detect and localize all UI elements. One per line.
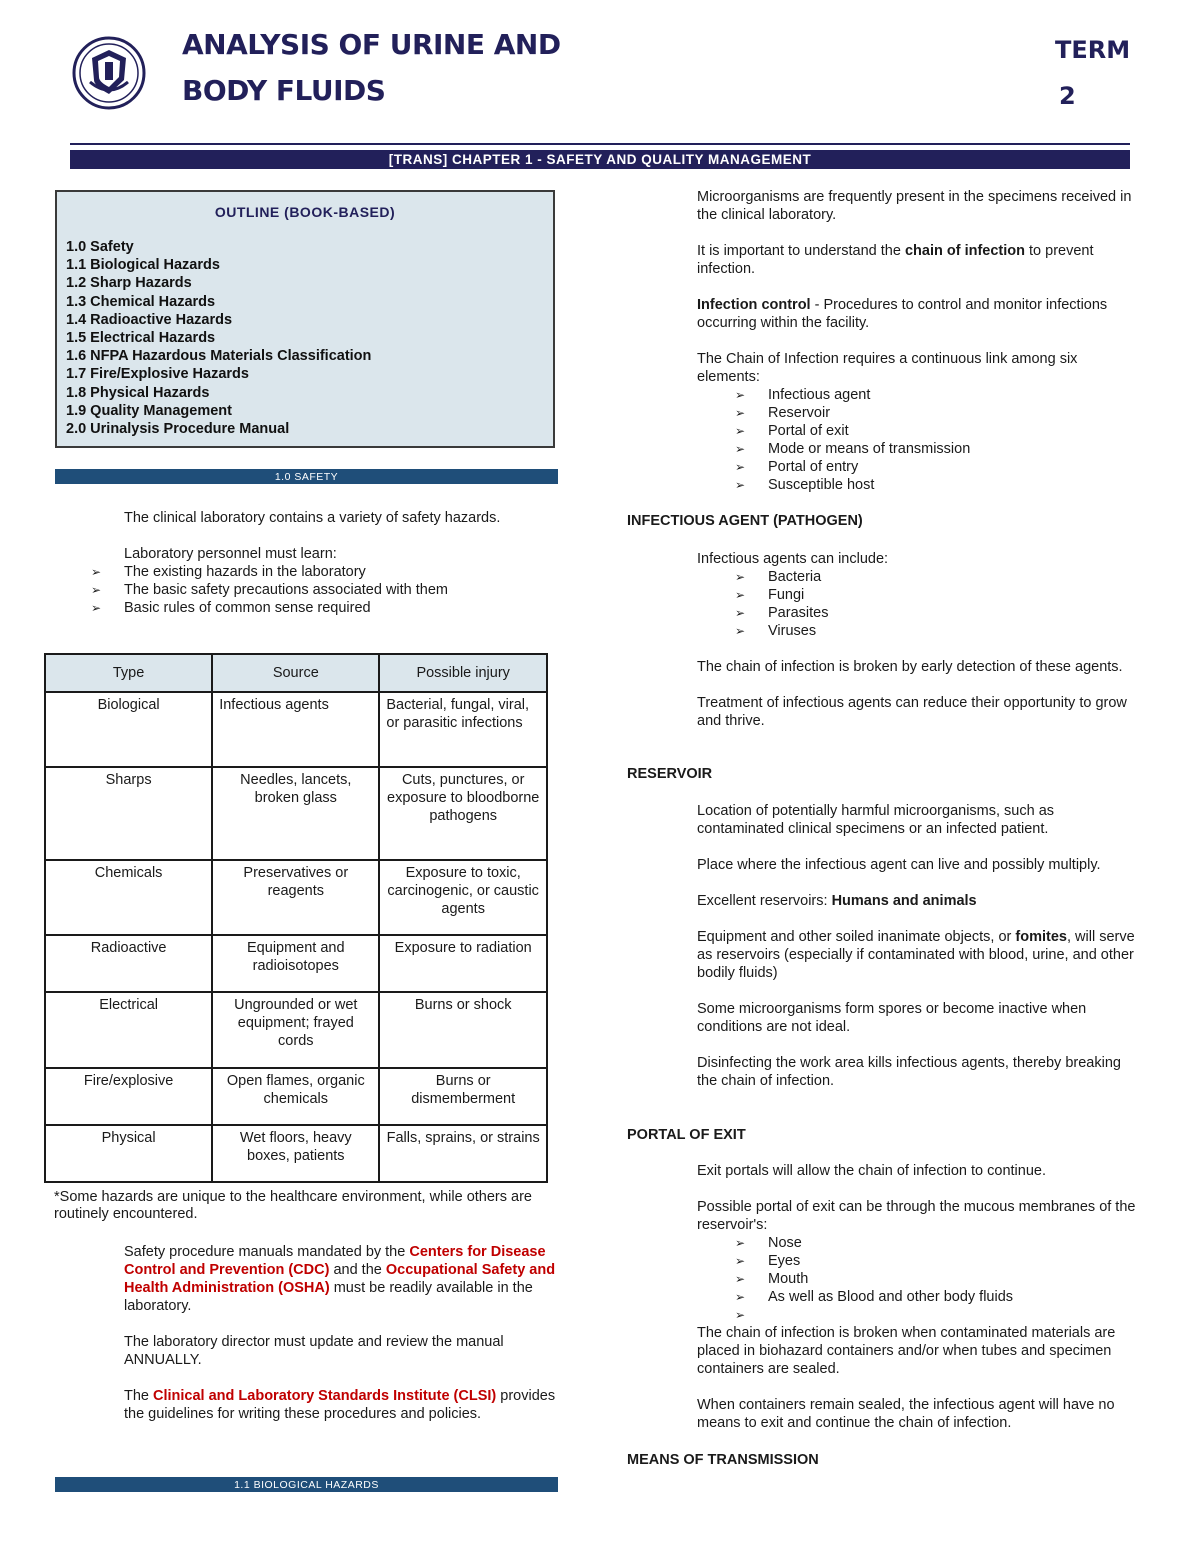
table-cell: Ungrounded or wet equipment; frayed cords [212,992,379,1068]
arrow-bullet-icon: ➢ [735,1290,746,1304]
arrow-bullet-icon: ➢ [91,565,102,579]
safety-must-learn: Laboratory personnel must learn: [124,546,337,562]
title-line-1: ANALYSIS OF URINE AND [182,28,561,61]
clsi-text: Clinical and Laboratory Standards Institute (CLSI) [153,1388,497,1404]
document-title [182,22,561,114]
list-item: ➢ The basic safety precautions associated with them [91,582,448,598]
reservoir-paragraph: Location of potentially harmful microorganisms, such as contaminated clinical specimens or an infected patient. [697,803,1055,837]
arrow-bullet-icon: ➢ [735,478,746,492]
list-item: ➢ Bacteria [735,569,822,585]
table-cell: Chemicals [45,860,212,935]
table-cell: Burns or dismemberment [379,1068,547,1125]
outline-item: 1.4 Radioactive Hazards [66,311,233,328]
outline-item: 1.8 Physical Hazards [66,384,210,401]
table-footnote: *Some hazards are unique to the healthcare environment, while others are routinely encountered. [54,1189,532,1222]
list-item: ➢ Nose [735,1235,802,1251]
list-item [697,1306,1142,1324]
table-row [45,692,547,767]
arrow-bullet-icon: ➢ [91,601,102,615]
university-seal-logo [72,36,146,110]
arrow-bullet-icon: ➢ [735,570,746,584]
safety-text [91,509,564,617]
arrow-bullet-icon: ➢ [735,1272,746,1286]
manual-paragraph: Safety procedure manuals mandated by the Centers for Disease Control and Prevention (CDC) and the Occupational Safety and Health Administration (OSHA) must be readily available in the laboratory. [124,1244,556,1314]
agent-treatment: Treatment of infectious agents can reduce their opportunity to grow and thrive. [697,695,1127,729]
outline-item: 1.5 Electrical Hazards [66,330,216,347]
table-cell: Bacterial, fungal, viral, or parasitic infections [379,692,547,767]
chapter-bar: [TRANS] CHAPTER 1 - SAFETY AND QUALITY MANAGEMENT [70,150,1130,169]
outline-item: 2.0 Urinalysis Procedure Manual [66,421,290,438]
arrow-bullet-icon: ➢ [735,406,746,420]
outline-box [55,190,555,448]
list-item: ➢ Parasites [735,605,829,621]
table-cell: Open flames, organic chemicals [212,1068,379,1125]
infectious-agent-text [697,550,1142,730]
table-cell: Wet floors, heavy boxes, patients [212,1125,379,1182]
table-cell: Radioactive [45,935,212,992]
table-cell: Sharps [45,767,212,860]
outline-item: 1.6 NFPA Hazardous Materials Classification [66,348,372,365]
list-item: ➢ Mouth [735,1271,809,1287]
column-header: Source [212,654,379,692]
list-item: ➢ Basic rules of common sense required [91,600,371,616]
table-row [45,935,547,992]
list-item: ➢ Infectious agent [735,387,871,403]
right-column-intro [697,188,1142,494]
exit-paragraph: The chain of infection is broken when contaminated materials are placed in biohazard containers and/or when tubes and specimen containers are sealed. [697,1325,1116,1377]
exit-paragraph: Exit portals will allow the chain of infection to continue. [697,1163,1046,1179]
table-cell: Biological [45,692,212,767]
list-item: ➢ The existing hazards in the laboratory [91,564,366,580]
micro-paragraph: Microorganisms are frequently present in the specimens received in the clinical laboratory. [697,189,1132,223]
table-cell: Exposure to toxic, carcinogenic, or caustic agents [379,860,547,935]
table-cell: Infectious agents [212,692,379,767]
arrow-bullet-icon: ➢ [735,442,746,456]
heading-means-of-transmission: MEANS OF TRANSMISSION [627,1452,819,1468]
table-cell: Burns or shock [379,992,547,1068]
table-cell: Fire/explosive [45,1068,212,1125]
column-header: Possible injury [379,654,547,692]
header-divider [70,143,1130,145]
heading-reservoir: RESERVOIR [627,766,713,782]
arrow-bullet-icon: ➢ [735,1236,746,1250]
reservoir-paragraph: Place where the infectious agent can live and possibly multiply. [697,857,1101,873]
infection-control-paragraph: Infection control - Procedures to control and monitor infections occurring within the facility. [697,297,1108,331]
portal-exit-text [697,1162,1142,1432]
arrow-bullet-icon: ➢ [735,1308,746,1322]
table-row [45,1125,547,1182]
arrow-bullet-icon: ➢ [735,460,746,474]
reservoir-paragraph: Equipment and other soiled inanimate objects, or fomites, will serve as reservoirs (especially if contaminated with blood, urine, and other bodily fluids) [697,929,1135,981]
table-cell: Needles, lancets, broken glass [212,767,379,860]
arrow-bullet-icon: ➢ [91,583,102,597]
arrow-bullet-icon: ➢ [735,624,746,638]
section-bar-safety: 1.0 SAFETY [55,469,558,484]
table-header-row [45,654,547,692]
term-line-1: TERM [1055,36,1131,64]
heading-portal-of-exit: PORTAL OF EXIT [627,1127,746,1143]
chain-requirements: The Chain of Infection requires a continuous link among six elements: [697,351,1078,385]
agent-list [697,568,1142,640]
heading-infectious-agent: INFECTIOUS AGENT (PATHOGEN) [627,513,863,529]
list-item: ➢ Portal of exit [735,423,849,439]
reservoir-text [697,802,1142,1090]
arrow-bullet-icon: ➢ [735,1254,746,1268]
agent-broken: The chain of infection is broken by early detection of these agents. [697,659,1123,675]
director-paragraph: The laboratory director must update and review the manual ANNUALLY. [124,1334,504,1368]
section-bar-biological: 1.1 BIOLOGICAL HAZARDS [55,1477,558,1492]
list-item: ➢ Viruses [735,623,817,639]
table-row [45,860,547,935]
title-line-2: BODY FLUIDS [182,74,386,107]
list-item: ➢ As well as Blood and other body fluids [735,1289,1014,1305]
exit-list [697,1234,1142,1324]
reservoir-paragraph: Disinfecting the work area kills infectious agents, thereby breaking the chain of infection. [697,1055,1121,1089]
list-item: ➢ Mode or means of transmission [735,441,971,457]
outline-item: 1.7 Fire/Explosive Hazards [66,366,249,383]
list-item: ➢ Susceptible host [735,477,875,493]
outline-item: 1.1 Biological Hazards [66,257,220,274]
outline-item: 1.9 Quality Management [66,402,232,419]
table-row [45,1068,547,1125]
list-item: ➢ Portal of entry [735,459,859,475]
exit-paragraph: When containers remain sealed, the infectious agent will have no means to exit and continue the chain of infection. [697,1397,1115,1431]
arrow-bullet-icon: ➢ [735,388,746,402]
arrow-bullet-icon: ➢ [735,424,746,438]
chain-paragraph: It is important to understand the chain of infection to prevent infection. [697,243,1094,277]
list-item: ➢ Fungi [735,587,805,603]
reservoir-paragraph: Some microorganisms form spores or become inactive when conditions are not ideal. [697,1001,1087,1035]
outline-item: 1.3 Chemical Hazards [66,293,216,310]
table-cell: Falls, sprains, or strains [379,1125,547,1182]
list-item: ➢ Reservoir [735,405,831,421]
reservoir-paragraph: Excellent reservoirs: Humans and animals [697,893,977,909]
agent-intro: Infectious agents can include: [697,551,889,567]
hazard-table [44,653,548,1183]
osha-text: Occupational Safety and Health Administration (OSHA) [124,1262,556,1296]
chain-elements-list [697,386,1142,494]
arrow-bullet-icon: ➢ [735,588,746,602]
table-row [45,992,547,1068]
outline-item: 1.0 Safety [66,239,134,255]
outline-title: OUTLINE (BOOK-BASED) [214,204,396,220]
table-cell: Cuts, punctures, or exposure to bloodborne pathogens [379,767,547,860]
outline-item: 1.2 Sharp Hazards [66,275,192,292]
manual-text [124,1243,564,1423]
outline-list [66,238,553,438]
exit-paragraph: Possible portal of exit can be through the mucous membranes of the reservoir's: [697,1199,1136,1233]
term-line-2: 2 [1059,82,1076,110]
column-header: Type [45,654,212,692]
table-row [45,767,547,860]
arrow-bullet-icon: ➢ [735,606,746,620]
cdc-link-text: Centers for Disease Control and Prevention (CDC) [124,1244,546,1278]
table-cell: Equipment and radioisotopes [212,935,379,992]
table-cell: Exposure to radiation [379,935,547,992]
clsi-paragraph: The Clinical and Laboratory Standards Institute (CLSI) provides the guidelines for writing these procedures and policies. [124,1388,556,1422]
table-cell: Physical [45,1125,212,1182]
safety-intro: The clinical laboratory contains a variety of safety hazards. [124,510,501,526]
term-label [1055,27,1130,119]
table-cell: Electrical [45,992,212,1068]
table-cell: Preservatives or reagents [212,860,379,935]
safety-bullets [53,563,564,617]
list-item: ➢ Eyes [735,1253,801,1269]
